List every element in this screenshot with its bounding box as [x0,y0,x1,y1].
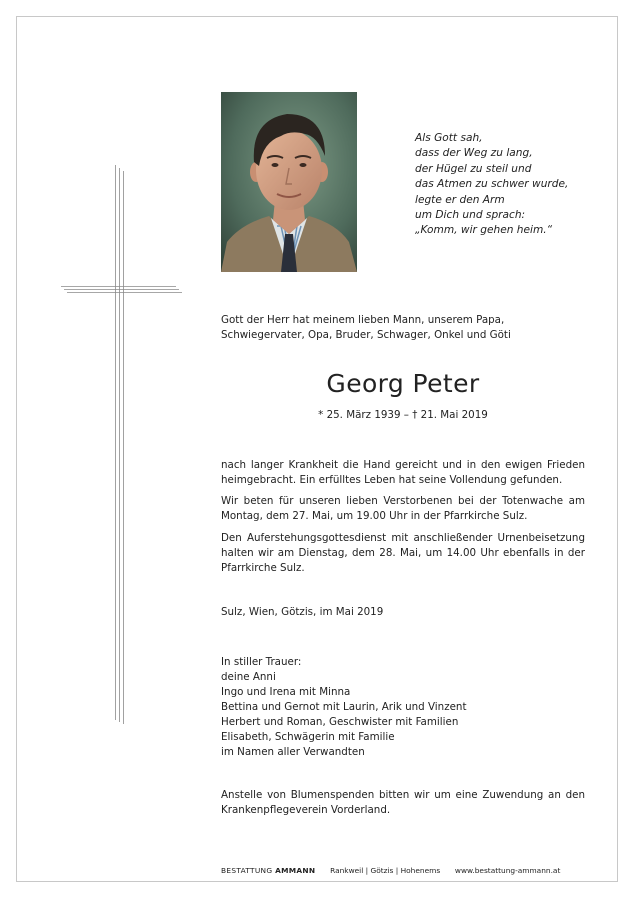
intro-text: Gott der Herr hat meinem lieben Mann, unserem Papa, Schwiegervater, Opa, Bruder, Schwager, Onkel und Göti [221,314,511,341]
list-item: Elisabeth, Schwägerin mit Familie [221,731,395,743]
poem [415,131,605,239]
footer-brand-name: AMMANN [275,866,316,875]
footer-brand [221,866,315,875]
list-item: Bettina und Gernot mit Laurin, Arik und Vinzent [221,701,467,713]
poem-line: „Komm, wir gehen heim.“ [415,224,553,237]
list-item: Ingo und Irena mit Minna [221,686,351,698]
paragraph-wake: Wir beten für unseren lieben Verstorbenen bei der Totenwache am Montag, dem 27. Mai, um 19.00 Uhr in der Pfarrkirche Sulz. [221,495,585,522]
list-item: In stiller Trauer: [221,656,302,668]
deceased-name: Georg Peter [326,369,480,398]
list-item: im Namen aller Verwandten [221,746,365,758]
footer-website-link[interactable]: www.bestattung-ammann.at [454,866,561,875]
place-date: Sulz, Wien, Götzis, im Mai 2019 [221,606,384,618]
mourners-list [221,655,585,760]
list-item: Herbert und Roman, Geschwister mit Familien [221,716,459,728]
paragraph-peace: nach langer Krankheit die Hand gereicht und in den ewigen Frieden heimgebracht. Ein erfülltes Leben hat seine Vollendung gefunden. [221,459,585,486]
poem-line: der Hügel zu steil und [415,162,532,175]
life-dates: * 25. März 1939 – † 21. Mai 2019 [318,409,488,421]
poem-line: legte er den Arm [415,193,505,206]
poem-line: Als Gott sah, [415,132,483,144]
paragraph-funeral-service: Den Auferstehungsgottesdienst mit anschließender Urnenbeisetzung halten wir am Dienstag, dem 28. Mai, um 14.00 Uhr ebenfalls in der Pfarrkirche Sulz. [221,532,585,574]
portrait-photo [221,92,357,272]
closing-note: Anstelle von Blumenspenden bitten wir um eine Zuwendung an den Krankenpflegeverein Vorderland. [221,789,585,816]
poem-line: das Atmen zu schwer wurde, [415,178,569,191]
footer-locations: Rankweil | Götzis | Hohenems [330,866,441,875]
list-item: deine Anni [221,671,276,683]
footer [221,866,601,875]
poem-line: um Dich und sprach: [415,209,526,222]
poem-line: dass der Weg zu lang, [415,147,533,160]
footer-brand-prefix: BESTATTUNG [221,866,273,875]
